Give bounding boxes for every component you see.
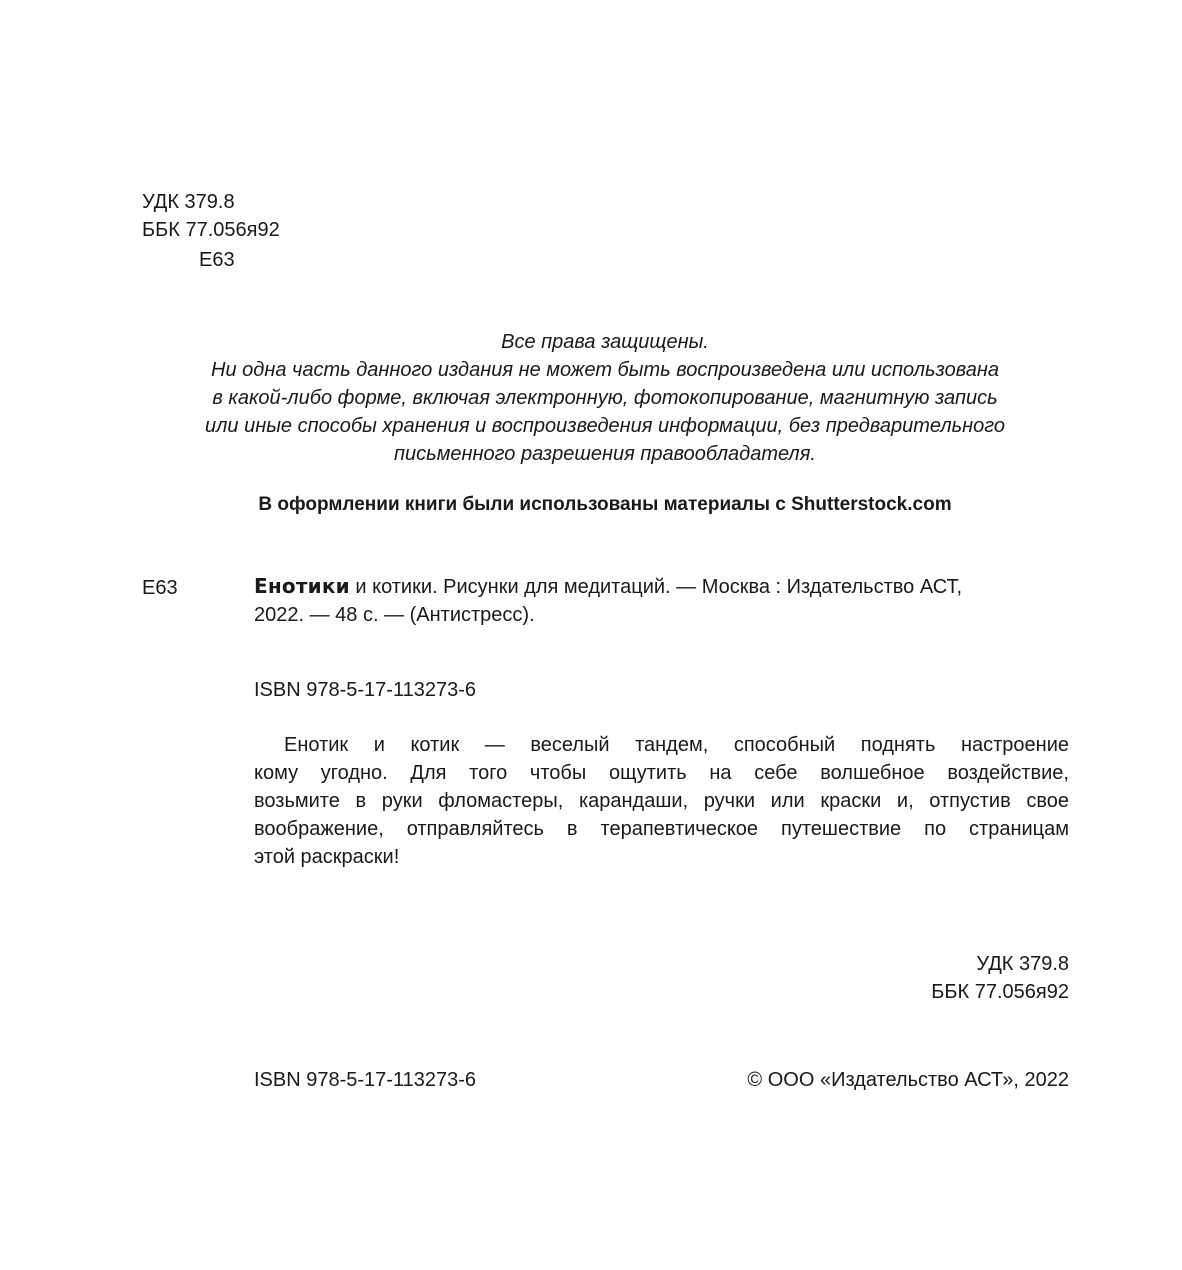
copyright: © ООО «Издательство АСТ», 2022 <box>747 1069 1069 1091</box>
author-mark-top: Е63 <box>199 249 235 271</box>
rights-notice-line: письменного разрешения правообладателя. <box>394 443 816 465</box>
isbn-bottom: ISBN 978-5-17-113273-6 <box>254 1069 476 1091</box>
annotation-line: кому угодно. Для того чтобы ощутить на себе волшебное воздействие, <box>254 762 1069 784</box>
rights-notice <box>110 328 1100 468</box>
annotation-line: Енотик и котик — веселый тандем, способный поднять настроение <box>284 734 1069 756</box>
rights-notice-line: Ни одна часть данного издания не может быть воспроизведена или использована <box>211 359 999 381</box>
annotation-line: воображение, отправляйтесь в терапевтическое путешествие по страницам <box>254 818 1069 840</box>
bbk-code-top: ББК 77.056я92 <box>142 219 280 241</box>
isbn-main: ISBN 978-5-17-113273-6 <box>254 679 476 701</box>
rights-notice-line: или иные способы хранения и воспроизведения информации, без предварительного <box>204 415 1006 437</box>
rights-notice-line: в какой-либо форме, включая электронную, фотокопирование, магнитную запись <box>212 387 998 409</box>
author-mark: Е63 <box>142 577 178 599</box>
bibliographic-line-1-rest: и котики. Рисунки для медитаций. — Москва : Издательство АСТ, <box>349 576 963 598</box>
udk-code-bottom: УДК 379.8 <box>976 953 1069 975</box>
bibliographic-line-1 <box>254 572 1074 601</box>
book-title-bold: Енотики <box>254 574 350 598</box>
bbk-code-bottom: ББК 77.056я92 <box>931 981 1069 1003</box>
annotation-line: возьмите в руки фломастеры, карандаши, ручки или краски и, отпустив свое <box>254 790 1069 812</box>
bibliographic-line-2: 2022. — 48 с. — (Антистресс). <box>254 604 535 626</box>
bottom-classification <box>931 950 1069 1006</box>
bibliographic-entry <box>254 572 1074 629</box>
shutterstock-notice: В оформлении книги были использованы материалы с Shutterstock.com <box>258 494 952 515</box>
annotation <box>254 731 1069 871</box>
udk-code-top: УДК 379.8 <box>142 191 235 213</box>
annotation-line: этой раскраски! <box>254 846 400 868</box>
rights-notice-line: Все права защищены. <box>501 331 709 353</box>
